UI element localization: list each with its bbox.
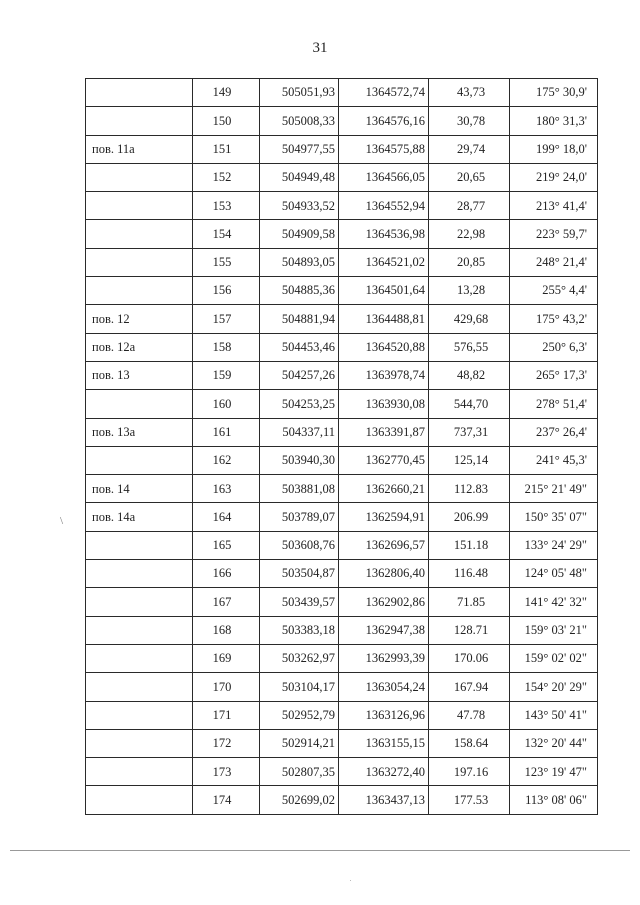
direction-angle-cell: 132° 20' 44" [510, 729, 598, 757]
direction-angle-cell: 219° 24,0' [510, 163, 598, 191]
distance-cell: 167.94 [429, 673, 510, 701]
distance-cell: 30,78 [429, 107, 510, 135]
x-coordinate-cell: 504949,48 [260, 163, 339, 191]
x-coordinate-cell: 503789,07 [260, 503, 339, 531]
distance-cell: 177.53 [429, 786, 510, 814]
table-body [86, 79, 598, 815]
turn-cell [86, 277, 193, 305]
direction-angle-cell: 199° 18,0' [510, 135, 598, 163]
y-coordinate-cell: 1364536,98 [339, 220, 429, 248]
point-number-cell: 149 [193, 79, 260, 107]
table-row [86, 673, 598, 701]
distance-cell: 28,77 [429, 192, 510, 220]
x-coordinate-cell: 504453,46 [260, 333, 339, 361]
table-row [86, 277, 598, 305]
table-row [86, 192, 598, 220]
table-row [86, 135, 598, 163]
point-number-cell: 165 [193, 531, 260, 559]
y-coordinate-cell: 1364576,16 [339, 107, 429, 135]
turn-cell [86, 531, 193, 559]
table-row [86, 475, 598, 503]
y-coordinate-cell: 1362806,40 [339, 560, 429, 588]
table-row [86, 503, 598, 531]
point-number-cell: 171 [193, 701, 260, 729]
x-coordinate-cell: 502914,21 [260, 729, 339, 757]
y-coordinate-cell: 1362902,86 [339, 588, 429, 616]
direction-angle-cell: 141° 42' 32" [510, 588, 598, 616]
table-row [86, 248, 598, 276]
y-coordinate-cell: 1362947,38 [339, 616, 429, 644]
y-coordinate-cell: 1362660,21 [339, 475, 429, 503]
y-coordinate-cell: 1363272,40 [339, 758, 429, 786]
distance-cell: 112.83 [429, 475, 510, 503]
direction-angle-cell: 180° 31,3' [510, 107, 598, 135]
x-coordinate-cell: 503383,18 [260, 616, 339, 644]
turn-cell [86, 588, 193, 616]
turn-cell: пов. 11а [86, 135, 193, 163]
y-coordinate-cell: 1363930,08 [339, 390, 429, 418]
x-coordinate-cell: 504257,26 [260, 361, 339, 389]
table-row [86, 418, 598, 446]
direction-angle-cell: 255° 4,4' [510, 277, 598, 305]
x-coordinate-cell: 503608,76 [260, 531, 339, 559]
distance-cell: 116.48 [429, 560, 510, 588]
point-number-cell: 163 [193, 475, 260, 503]
table-row [86, 701, 598, 729]
direction-angle-cell: 248° 21,4' [510, 248, 598, 276]
point-number-cell: 158 [193, 333, 260, 361]
point-number-cell: 166 [193, 560, 260, 588]
y-coordinate-cell: 1364566,05 [339, 163, 429, 191]
turn-cell: пов. 12 [86, 305, 193, 333]
table-row [86, 79, 598, 107]
x-coordinate-cell: 504909,58 [260, 220, 339, 248]
x-coordinate-cell: 504881,94 [260, 305, 339, 333]
point-number-cell: 157 [193, 305, 260, 333]
distance-cell: 13,28 [429, 277, 510, 305]
x-coordinate-cell: 503439,57 [260, 588, 339, 616]
point-number-cell: 167 [193, 588, 260, 616]
y-coordinate-cell: 1364488,81 [339, 305, 429, 333]
y-coordinate-cell: 1364552,94 [339, 192, 429, 220]
distance-cell: 71.85 [429, 588, 510, 616]
table-row [86, 390, 598, 418]
direction-angle-cell: 278° 51,4' [510, 390, 598, 418]
table-row [86, 758, 598, 786]
turn-cell [86, 786, 193, 814]
direction-angle-cell: 133° 24' 29" [510, 531, 598, 559]
turn-cell [86, 701, 193, 729]
x-coordinate-cell: 503881,08 [260, 475, 339, 503]
direction-angle-cell: 265° 17,3' [510, 361, 598, 389]
y-coordinate-cell: 1363978,74 [339, 361, 429, 389]
x-coordinate-cell: 503504,87 [260, 560, 339, 588]
point-number-cell: 173 [193, 758, 260, 786]
y-coordinate-cell: 1362770,45 [339, 446, 429, 474]
direction-angle-cell: 223° 59,7' [510, 220, 598, 248]
direction-angle-cell: 250° 6,3' [510, 333, 598, 361]
distance-cell: 47.78 [429, 701, 510, 729]
point-number-cell: 168 [193, 616, 260, 644]
y-coordinate-cell: 1362594,91 [339, 503, 429, 531]
distance-cell: 151.18 [429, 531, 510, 559]
direction-angle-cell: 241° 45,3' [510, 446, 598, 474]
y-coordinate-cell: 1363391,87 [339, 418, 429, 446]
x-coordinate-cell: 505051,93 [260, 79, 339, 107]
direction-angle-cell: 175° 43,2' [510, 305, 598, 333]
turn-cell [86, 616, 193, 644]
table-row [86, 729, 598, 757]
distance-cell: 128.71 [429, 616, 510, 644]
y-coordinate-cell: 1364572,74 [339, 79, 429, 107]
x-coordinate-cell: 503940,30 [260, 446, 339, 474]
direction-angle-cell: 124° 05' 48" [510, 560, 598, 588]
turn-cell [86, 729, 193, 757]
x-coordinate-cell: 504977,55 [260, 135, 339, 163]
page-number: 31 [312, 40, 328, 56]
table-row [86, 616, 598, 644]
turn-cell [86, 446, 193, 474]
turn-cell: пов. 12а [86, 333, 193, 361]
point-number-cell: 170 [193, 673, 260, 701]
distance-cell: 20,65 [429, 163, 510, 191]
x-coordinate-cell: 502699,02 [260, 786, 339, 814]
point-number-cell: 162 [193, 446, 260, 474]
distance-cell: 125,14 [429, 446, 510, 474]
turn-cell [86, 79, 193, 107]
coordinates-table [85, 78, 598, 815]
table-row [86, 220, 598, 248]
x-coordinate-cell: 502807,35 [260, 758, 339, 786]
table-row [86, 560, 598, 588]
point-number-cell: 154 [193, 220, 260, 248]
y-coordinate-cell: 1362696,57 [339, 531, 429, 559]
point-number-cell: 156 [193, 277, 260, 305]
table-row [86, 531, 598, 559]
direction-angle-cell: 159° 03' 21" [510, 616, 598, 644]
table-row [86, 333, 598, 361]
turn-cell [86, 163, 193, 191]
turn-cell: пов. 13а [86, 418, 193, 446]
distance-cell: 576,55 [429, 333, 510, 361]
turn-cell [86, 673, 193, 701]
table-row [86, 305, 598, 333]
x-coordinate-cell: 504337,11 [260, 418, 339, 446]
direction-angle-cell: 143° 50' 41" [510, 701, 598, 729]
distance-cell: 43,73 [429, 79, 510, 107]
x-coordinate-cell: 504253,25 [260, 390, 339, 418]
point-number-cell: 172 [193, 729, 260, 757]
table-row [86, 361, 598, 389]
point-number-cell: 174 [193, 786, 260, 814]
distance-cell: 206.99 [429, 503, 510, 531]
turn-cell [86, 220, 193, 248]
point-number-cell: 169 [193, 644, 260, 672]
point-number-cell: 153 [193, 192, 260, 220]
turn-cell [86, 644, 193, 672]
direction-angle-cell: 113° 08' 06" [510, 786, 598, 814]
distance-cell: 158.64 [429, 729, 510, 757]
distance-cell: 170.06 [429, 644, 510, 672]
stray-mark: \ [60, 515, 64, 527]
x-coordinate-cell: 503262,97 [260, 644, 339, 672]
direction-angle-cell: 159° 02' 02" [510, 644, 598, 672]
direction-angle-cell: 175° 30,9' [510, 79, 598, 107]
distance-cell: 48,82 [429, 361, 510, 389]
y-coordinate-cell: 1364575,88 [339, 135, 429, 163]
point-number-cell: 160 [193, 390, 260, 418]
y-coordinate-cell: 1364520,88 [339, 333, 429, 361]
x-coordinate-cell: 502952,79 [260, 701, 339, 729]
x-coordinate-cell: 503104,17 [260, 673, 339, 701]
y-coordinate-cell: 1362993,39 [339, 644, 429, 672]
turn-cell [86, 758, 193, 786]
distance-cell: 29,74 [429, 135, 510, 163]
y-coordinate-cell: 1364501,64 [339, 277, 429, 305]
y-coordinate-cell: 1363126,96 [339, 701, 429, 729]
x-coordinate-cell: 504885,36 [260, 277, 339, 305]
stray-dot [350, 880, 351, 881]
direction-angle-cell: 213° 41,4' [510, 192, 598, 220]
y-coordinate-cell: 1363437,13 [339, 786, 429, 814]
point-number-cell: 164 [193, 503, 260, 531]
distance-cell: 197.16 [429, 758, 510, 786]
turn-cell: пов. 13 [86, 361, 193, 389]
point-number-cell: 161 [193, 418, 260, 446]
point-number-cell: 151 [193, 135, 260, 163]
turn-cell: пов. 14а [86, 503, 193, 531]
table-row [86, 163, 598, 191]
footer-rule [10, 850, 630, 851]
turn-cell [86, 560, 193, 588]
y-coordinate-cell: 1364521,02 [339, 248, 429, 276]
distance-cell: 429,68 [429, 305, 510, 333]
table-row [86, 446, 598, 474]
direction-angle-cell: 150° 35' 07" [510, 503, 598, 531]
point-number-cell: 155 [193, 248, 260, 276]
point-number-cell: 150 [193, 107, 260, 135]
direction-angle-cell: 215° 21' 49" [510, 475, 598, 503]
distance-cell: 22,98 [429, 220, 510, 248]
turn-cell: пов. 14 [86, 475, 193, 503]
distance-cell: 544,70 [429, 390, 510, 418]
direction-angle-cell: 123° 19' 47" [510, 758, 598, 786]
table-row [86, 107, 598, 135]
turn-cell [86, 390, 193, 418]
direction-angle-cell: 237° 26,4' [510, 418, 598, 446]
turn-cell [86, 248, 193, 276]
x-coordinate-cell: 504893,05 [260, 248, 339, 276]
table-row [86, 644, 598, 672]
point-number-cell: 152 [193, 163, 260, 191]
y-coordinate-cell: 1363155,15 [339, 729, 429, 757]
y-coordinate-cell: 1363054,24 [339, 673, 429, 701]
turn-cell [86, 107, 193, 135]
distance-cell: 737,31 [429, 418, 510, 446]
table-row [86, 588, 598, 616]
turn-cell [86, 192, 193, 220]
x-coordinate-cell: 505008,33 [260, 107, 339, 135]
x-coordinate-cell: 504933,52 [260, 192, 339, 220]
point-number-cell: 159 [193, 361, 260, 389]
direction-angle-cell: 154° 20' 29" [510, 673, 598, 701]
distance-cell: 20,85 [429, 248, 510, 276]
table-row [86, 786, 598, 814]
